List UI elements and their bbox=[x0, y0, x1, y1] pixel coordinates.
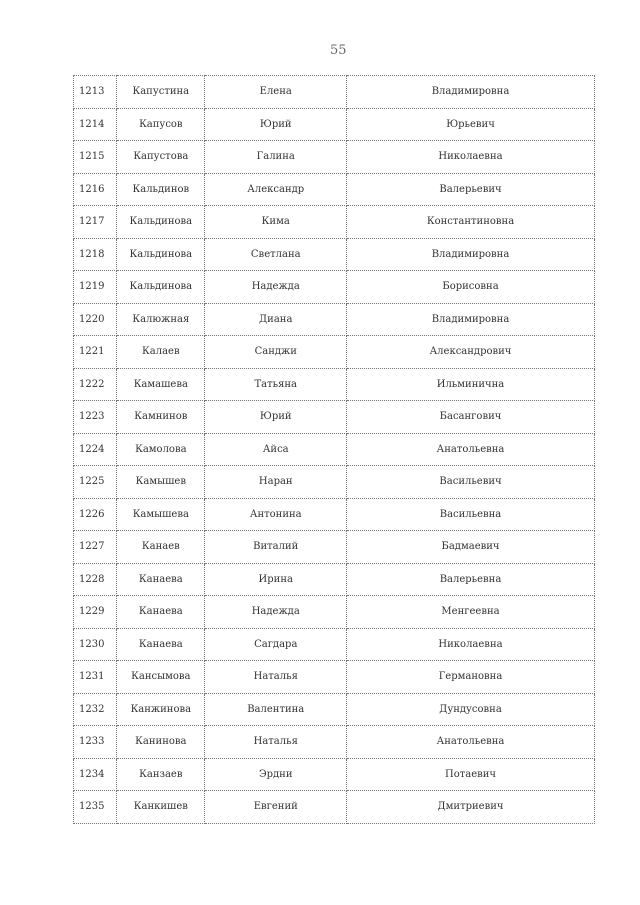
given-name-cell: Галина bbox=[205, 141, 347, 174]
table-row bbox=[74, 596, 595, 629]
surname-cell: Канаева bbox=[117, 563, 205, 596]
patronymic-cell: Анатольевна bbox=[347, 433, 595, 466]
surname-cell: Камашева bbox=[117, 368, 205, 401]
given-name-cell: Эрдни bbox=[205, 758, 347, 791]
table-row bbox=[74, 173, 595, 206]
row-number-cell: 1215 bbox=[74, 141, 117, 174]
patronymic-cell: Николаевна bbox=[347, 628, 595, 661]
row-number-cell: 1219 bbox=[74, 271, 117, 304]
given-name-cell: Татьяна bbox=[205, 368, 347, 401]
surname-cell: Камнинов bbox=[117, 401, 205, 434]
given-name-cell: Айса bbox=[205, 433, 347, 466]
table-row bbox=[74, 628, 595, 661]
surname-cell: Канаева bbox=[117, 596, 205, 629]
patronymic-cell: Владимировна bbox=[347, 238, 595, 271]
given-name-cell: Наталья bbox=[205, 726, 347, 759]
register-table bbox=[73, 75, 595, 824]
given-name-cell: Антонина bbox=[205, 498, 347, 531]
row-number-cell: 1231 bbox=[74, 661, 117, 694]
patronymic-cell: Бадмаевич bbox=[347, 531, 595, 564]
surname-cell: Капустина bbox=[117, 76, 205, 109]
surname-cell: Капусов bbox=[117, 108, 205, 141]
table-row bbox=[74, 76, 595, 109]
patronymic-cell: Германовна bbox=[347, 661, 595, 694]
given-name-cell: Валентина bbox=[205, 693, 347, 726]
surname-cell: Кальдинова bbox=[117, 206, 205, 239]
table-row bbox=[74, 336, 595, 369]
surname-cell: Калюжная bbox=[117, 303, 205, 336]
table-row bbox=[74, 758, 595, 791]
table-row bbox=[74, 693, 595, 726]
patronymic-cell: Менгеевна bbox=[347, 596, 595, 629]
given-name-cell: Наталья bbox=[205, 661, 347, 694]
row-number-cell: 1216 bbox=[74, 173, 117, 206]
table-row bbox=[74, 271, 595, 304]
page-number: 55 bbox=[330, 43, 347, 58]
table-row bbox=[74, 141, 595, 174]
patronymic-cell: Николаевна bbox=[347, 141, 595, 174]
surname-cell: Калаев bbox=[117, 336, 205, 369]
surname-cell: Кальдинова bbox=[117, 271, 205, 304]
table-row bbox=[74, 108, 595, 141]
surname-cell: Камышева bbox=[117, 498, 205, 531]
table-row bbox=[74, 238, 595, 271]
table-row bbox=[74, 466, 595, 499]
patronymic-cell: Потаевич bbox=[347, 758, 595, 791]
given-name-cell: Евгений bbox=[205, 791, 347, 824]
row-number-cell: 1213 bbox=[74, 76, 117, 109]
row-number-cell: 1214 bbox=[74, 108, 117, 141]
given-name-cell: Санджи bbox=[205, 336, 347, 369]
patronymic-cell: Владимировна bbox=[347, 303, 595, 336]
given-name-cell: Наран bbox=[205, 466, 347, 499]
surname-cell: Канаев bbox=[117, 531, 205, 564]
row-number-cell: 1225 bbox=[74, 466, 117, 499]
surname-cell: Канинова bbox=[117, 726, 205, 759]
table-row bbox=[74, 206, 595, 239]
patronymic-cell: Ильминична bbox=[347, 368, 595, 401]
given-name-cell: Надежда bbox=[205, 596, 347, 629]
row-number-cell: 1228 bbox=[74, 563, 117, 596]
patronymic-cell: Васильевич bbox=[347, 466, 595, 499]
row-number-cell: 1229 bbox=[74, 596, 117, 629]
row-number-cell: 1217 bbox=[74, 206, 117, 239]
given-name-cell: Виталий bbox=[205, 531, 347, 564]
given-name-cell: Ирина bbox=[205, 563, 347, 596]
patronymic-cell: Анатольевна bbox=[347, 726, 595, 759]
table-row bbox=[74, 563, 595, 596]
surname-cell: Канзаев bbox=[117, 758, 205, 791]
given-name-cell: Юрий bbox=[205, 108, 347, 141]
row-number-cell: 1223 bbox=[74, 401, 117, 434]
given-name-cell: Юрий bbox=[205, 401, 347, 434]
patronymic-cell: Дмитриевич bbox=[347, 791, 595, 824]
given-name-cell: Надежда bbox=[205, 271, 347, 304]
patronymic-cell: Борисовна bbox=[347, 271, 595, 304]
surname-cell: Кальдинов bbox=[117, 173, 205, 206]
patronymic-cell: Валерьевич bbox=[347, 173, 595, 206]
patronymic-cell: Владимировна bbox=[347, 76, 595, 109]
patronymic-cell: Константиновна bbox=[347, 206, 595, 239]
row-number-cell: 1224 bbox=[74, 433, 117, 466]
surname-cell: Канаева bbox=[117, 628, 205, 661]
surname-cell: Кальдинова bbox=[117, 238, 205, 271]
surname-cell: Кансымова bbox=[117, 661, 205, 694]
surname-cell: Камышев bbox=[117, 466, 205, 499]
given-name-cell: Диана bbox=[205, 303, 347, 336]
table-row bbox=[74, 368, 595, 401]
row-number-cell: 1226 bbox=[74, 498, 117, 531]
surname-cell: Канжинова bbox=[117, 693, 205, 726]
row-number-cell: 1218 bbox=[74, 238, 117, 271]
table-row bbox=[74, 531, 595, 564]
table-row bbox=[74, 726, 595, 759]
row-number-cell: 1230 bbox=[74, 628, 117, 661]
given-name-cell: Елена bbox=[205, 76, 347, 109]
patronymic-cell: Юрьевич bbox=[347, 108, 595, 141]
given-name-cell: Светлана bbox=[205, 238, 347, 271]
surname-cell: Капустова bbox=[117, 141, 205, 174]
row-number-cell: 1227 bbox=[74, 531, 117, 564]
row-number-cell: 1232 bbox=[74, 693, 117, 726]
given-name-cell: Кима bbox=[205, 206, 347, 239]
row-number-cell: 1221 bbox=[74, 336, 117, 369]
table-body bbox=[74, 76, 595, 824]
surname-cell: Канкишев bbox=[117, 791, 205, 824]
table-row bbox=[74, 498, 595, 531]
row-number-cell: 1220 bbox=[74, 303, 117, 336]
table-row bbox=[74, 791, 595, 824]
table-row bbox=[74, 401, 595, 434]
table-row bbox=[74, 433, 595, 466]
patronymic-cell: Васильевна bbox=[347, 498, 595, 531]
given-name-cell: Александр bbox=[205, 173, 347, 206]
table-row bbox=[74, 661, 595, 694]
patronymic-cell: Валерьевна bbox=[347, 563, 595, 596]
patronymic-cell: Дундусовна bbox=[347, 693, 595, 726]
row-number-cell: 1234 bbox=[74, 758, 117, 791]
row-number-cell: 1235 bbox=[74, 791, 117, 824]
row-number-cell: 1222 bbox=[74, 368, 117, 401]
patronymic-cell: Басангович bbox=[347, 401, 595, 434]
given-name-cell: Сагдара bbox=[205, 628, 347, 661]
patronymic-cell: Александрович bbox=[347, 336, 595, 369]
surname-cell: Камолова bbox=[117, 433, 205, 466]
row-number-cell: 1233 bbox=[74, 726, 117, 759]
table-row bbox=[74, 303, 595, 336]
